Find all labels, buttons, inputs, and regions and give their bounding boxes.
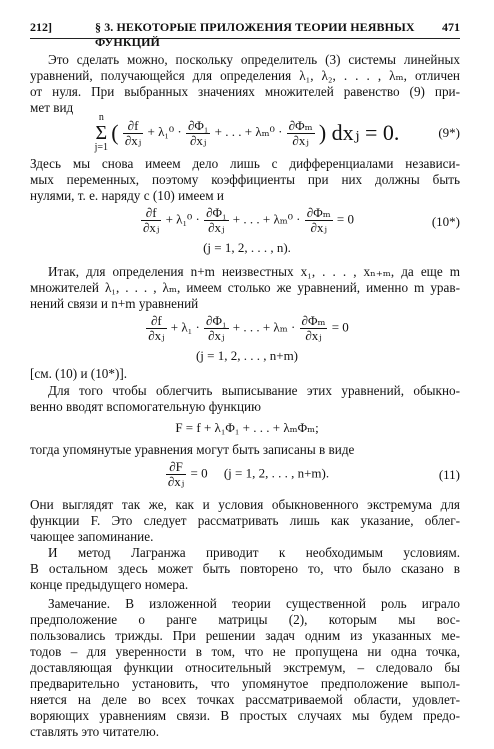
numerator: ∂f <box>146 314 166 329</box>
formula-term: + λ₁⁰ · <box>165 211 200 227</box>
paragraph-line: доставляющая функции относительный экстремум, – следовало бы <box>30 660 460 675</box>
index-range: (j = 1, 2, . . . , n). <box>203 240 291 255</box>
formula-term: = 0 (j = 1, 2, . . . , n+m). <box>190 465 330 481</box>
denominator: ∂xⱼ <box>167 474 185 489</box>
fraction <box>305 206 333 235</box>
open-paren: ( <box>111 120 119 145</box>
equation-10-star <box>0 206 494 235</box>
paragraph-line: ставлять это читателю. <box>30 724 160 739</box>
paragraph-line: уравнений, получающейся для определения λ₁, λ₂, . . . , λₘ, отличен <box>30 68 460 83</box>
denominator: ∂xⱼ <box>148 328 165 343</box>
paragraph-line: Итак, для определения n+m неизвестных x₁, . . . , xₙ₊ₘ, да еще m <box>48 264 460 279</box>
paragraph-line: от нуля. При выбранных значениях множителей равенство (9) при- <box>30 84 460 99</box>
denominator: ∂xⱼ <box>124 132 142 148</box>
paragraph-line: множителей λ₁, . . . , λₘ, имеем столько же уравнений, именно m урав- <box>30 280 460 295</box>
page-number-left: 212] <box>30 20 52 34</box>
denominator: ∂xⱼ <box>190 132 207 148</box>
paragraph-line: няется на деле во всех точках рассматриваемой области, удовлет- <box>30 692 460 707</box>
formula-term: ) dxⱼ = 0. <box>318 120 400 145</box>
fraction <box>146 314 166 343</box>
paragraph-line: В остальном здесь может быть повторено то, что было сказано в <box>30 561 460 576</box>
formula-term: + λ₁⁰ · <box>147 123 182 139</box>
paragraph-line: нений связи и n+m уравнений <box>30 296 199 311</box>
fraction <box>141 206 161 235</box>
sigma-symbol: Σ <box>95 122 108 144</box>
paragraph-line: Для того чтобы облегчить выписывание этих уравнений, обыкно- <box>48 383 460 398</box>
paragraph-line: Здесь мы снова имеем дело лишь с дифференциалами независи- <box>30 156 460 171</box>
paragraph-line: мых переменных, поэтому коэффициенты при них должны быть <box>30 172 460 187</box>
paragraph-line: воряющих уравнениям связи. В простых случаях мы будем предо- <box>30 708 460 723</box>
numerator: ∂f <box>141 206 161 221</box>
index-range: (j = 1, 2, . . . , n+m) <box>195 348 299 363</box>
equation-9-star <box>0 113 494 153</box>
paragraph-line: конце предыдущего номера. <box>30 577 189 592</box>
paragraph-line: И метод Лагранжа приводит к необходимым условиям. <box>48 545 460 560</box>
denominator: ∂xⱼ <box>208 328 225 343</box>
fraction <box>123 119 143 148</box>
fraction <box>186 119 210 148</box>
equation-number: (11) <box>438 467 460 482</box>
paragraph-line: Это сделать можно, поскольку определитель (3) системы линейных <box>48 52 460 67</box>
paragraph-line: нулями, т. е. наряду с (10) имеем и <box>30 188 224 203</box>
paragraph-line: тогда упомянутые уравнения могут быть записаны в виде <box>30 442 355 457</box>
reference-line: [см. (10) и (10*)]. <box>30 366 128 381</box>
paragraph-line: чающее запоминание. <box>30 529 154 544</box>
numerator: ∂Φₘ <box>288 117 313 133</box>
fraction <box>204 314 228 343</box>
numerator: ∂f <box>123 119 143 134</box>
running-title: § 3. НЕКОТОРЫЕ ПРИЛОЖЕНИЯ ТЕОРИИ НЕЯВНЫХ ФУНКЦИЙ <box>95 20 415 49</box>
numerator: ∂F <box>166 460 186 475</box>
denominator: ∂xⱼ <box>310 220 327 235</box>
formula-term: + λ₁ · <box>170 319 200 335</box>
equation-number: (9*) <box>438 125 460 140</box>
numerator: ∂Φₘ <box>306 205 331 220</box>
numerator: ∂Φ₁ <box>187 117 209 133</box>
fraction <box>287 119 315 148</box>
lagrange-equation <box>0 314 494 343</box>
header-rule <box>30 38 460 39</box>
formula-term: + . . . + λₘ · <box>232 319 296 335</box>
denominator: ∂xⱼ <box>208 220 225 235</box>
numerator: ∂Φₘ <box>301 313 326 328</box>
sum-lower-limit: j=1 <box>94 142 109 153</box>
paragraph-line: функции F. Это следует рассматривать лишь как указание, облег- <box>30 513 460 528</box>
fraction <box>300 314 328 343</box>
denominator: ∂xⱼ <box>305 328 322 343</box>
formula-term: = 0 <box>331 319 349 335</box>
paragraph-line: предположение о ранге матрицы (2), которым мы вос- <box>30 612 460 627</box>
fraction <box>204 206 228 235</box>
auxiliary-function-formula: F = f + λ₁Φ₁ + . . . + λₘΦₘ; <box>175 420 319 435</box>
fraction <box>166 460 186 489</box>
formula-term: = 0 <box>336 211 355 227</box>
numerator: ∂Φ₁ <box>206 313 227 328</box>
formula-term: + . . . + λₘ⁰ · <box>214 123 283 139</box>
sum-upper-limit: n <box>98 112 104 123</box>
equation-11 <box>0 460 494 489</box>
formula-term: + . . . + λₘ⁰ · <box>232 211 301 227</box>
equation-number: (10*) <box>431 214 460 229</box>
paragraph-line: венно вводят вспомогательную функцию <box>30 399 261 414</box>
paragraph-line: Они выглядят так же, как и условия обыкновенного экстремума для <box>30 497 460 512</box>
page-number: 471 <box>442 20 460 34</box>
numerator: ∂Φ₁ <box>206 205 227 220</box>
denominator: ∂xⱼ <box>292 132 309 148</box>
paragraph-line: предварительно установить, что упомянутое предположение выпол- <box>30 676 460 691</box>
paragraph-line: мет вид <box>30 100 74 115</box>
paragraph-line: Замечание. В изложенной теории существенной роль играло <box>48 596 460 611</box>
paragraph-line: пользовались трижды. При решении задач одним из указанных ме- <box>30 628 460 643</box>
denominator: ∂xⱼ <box>142 220 160 235</box>
paragraph-line: тодов – для уверенности в том, что не пропущена ни одна точка, <box>30 644 460 659</box>
